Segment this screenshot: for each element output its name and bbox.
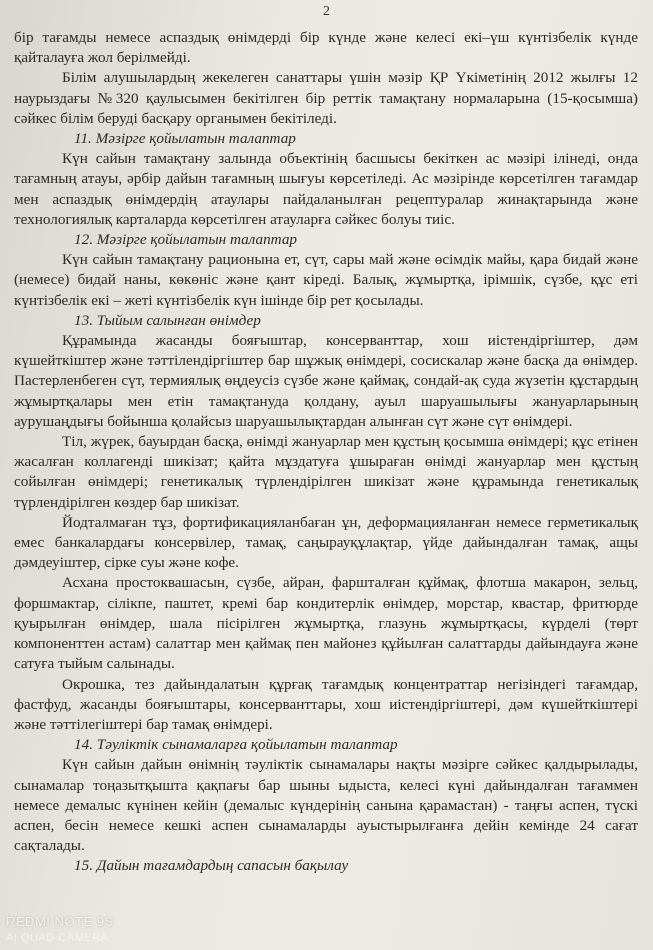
paragraph: Күн сайын тамақтану рационына ет, сүт, сары май және өсімдік майы, қара бидай және (немесе) бидай наны, көкөніс және қант кіреді. Балық, жұмыртқа, ірімшік, сүзбе, құс еті күнтізбелік екі – жеті күнтізбелік күн ішінде бір рет қосылады. — [14, 251, 638, 309]
paragraph: Окрошка, тез дайындалатын құрғақ тағамдық концентраттар негізіндегі тағамдар, фастфуд, жасанды бояғыштары, консерванттары, хош иістендіргіштері, дәм күшейткіштері және тәттілегіштері бар тамақ өнімдері. — [14, 675, 638, 733]
document-body — [14, 28, 638, 877]
camera-watermark-sub: AI QUAD CAMERA — [6, 932, 109, 944]
section-heading: 13. Тыйым салынған өнімдер — [74, 311, 261, 329]
paragraph: Күн сайын тамақтану залында объектінің басшысы бекіткен ас мәзірі ілінеді, онда тағамның атауы, әрбір дайын тағамның шығуы көрсетіледі. Ас мәзірінде көрсетілген тағамдар мен аспаздық өнімдердің атаулары пайдаланылған рецептуралар жинақтарында және технологиялық карталарда көрсетілген атауларға сәйкес болуы тиіс. — [14, 150, 638, 228]
paragraph: Білім алушылардың жекелеген санаттары үшін мәзір ҚР Үкіметінің 2012 жылғы 12 наурыздағы №320 қаулысымен бекітілген бір реттік тамақтану нормаларына (15-қосымша) сәйкес білім беруді басқару органымен бекітіледі. — [14, 69, 638, 127]
section-heading: 12. Мәзірге қойылатын талаптар — [74, 231, 298, 249]
page-number: 2 — [323, 4, 330, 19]
section-heading: 11. Мәзірге қойылатын талаптар — [74, 130, 296, 148]
paragraph: Тіл, жүрек, бауырдан басқа, өнімді жануарлар мен құстың қосымша өнімдері; құс етінен жасалған коллагенді шикізат; қайта мұздатуға ұшыраған өнімді жануарлар мен құстың сойылған өнімдері; генетикалық түрлендірілген шикізат және құрамында генетикалық түрлендірілген көздер бар шикізат. — [14, 433, 638, 511]
paragraph: бір тағамды немесе аспаздық өнімдерді бір күнде және келесі екі–үш күнтізбелік күнде қайталауға жол берілмейді. — [14, 29, 638, 67]
paragraph: Йодталмаған тұз, фортификацияланбаған ұн, деформацияланған немесе герметикалық емес банкалардағы консервілер, тамақ, саңырауқұлақтар, үйде дайындалған тамақ, ащы дәмдеуіштер, сірке суы және кофе. — [14, 513, 638, 572]
camera-watermark: REDMI NOTE 9S — [6, 914, 114, 929]
paragraph: Асхана простоквашасын, сүзбе, айран, фаршталған құймақ, флотша макарон, зельц, форшмактар, сілікпе, паштет, кремі бар кондитерлік өнімдер, морстар, квастар, фритюрде қуырылған өнімдер, шала пісірілген жұмыртқа, глазунь жұмыртқасы, күрделі (төрт компоненттен астам) салаттар мен қаймақ пен майонез құйылған салаттарды дайындауға және сатуға тыйым салынады. — [14, 574, 638, 673]
paragraph: Құрамында жасанды бояғыштар, консерванттар, хош иістендіргіштер, дәм күшейткіштер және тәттілендіргіштер бар шұжық өнімдері, сосискалар және басқа да өнімдер. Пастерленбеген сүт, термиялық өңдеусіз сүзбе және қаймақ, сондай-ақ суда жүзетін құстардың жұмыртқалары мен етін тамақтануда қолдану, ауыл шаруашылығы жануарларының аурушаңдығы бойынша қолайсыз шаруашылықтардан алынған сүт және сүт өнімдері. — [14, 332, 638, 430]
section-heading: 14. Тәуліктік сынамаларға қойылатын талаптар — [74, 736, 398, 754]
section-heading: 15. Дайын тағамдардың сапасын бақылау — [74, 857, 349, 875]
paragraph: Күн сайын дайын өнімнің тәуліктік сынамалары нақты мәзірге сәйкес қалдырылады, сынамалар тоңазытқышта қақпағы бар шыны ыдыста, келесі күні дайындалған тағаммен немесе демалыс күнінен кейін (демалыс күндерінің санына қарамастан) - таңғы аспен, түскі аспен, бесін немесе кешкі аспен сынамаларды ауыстырылғанға дейін кемінде 24 сағат сақталады. — [14, 756, 638, 855]
